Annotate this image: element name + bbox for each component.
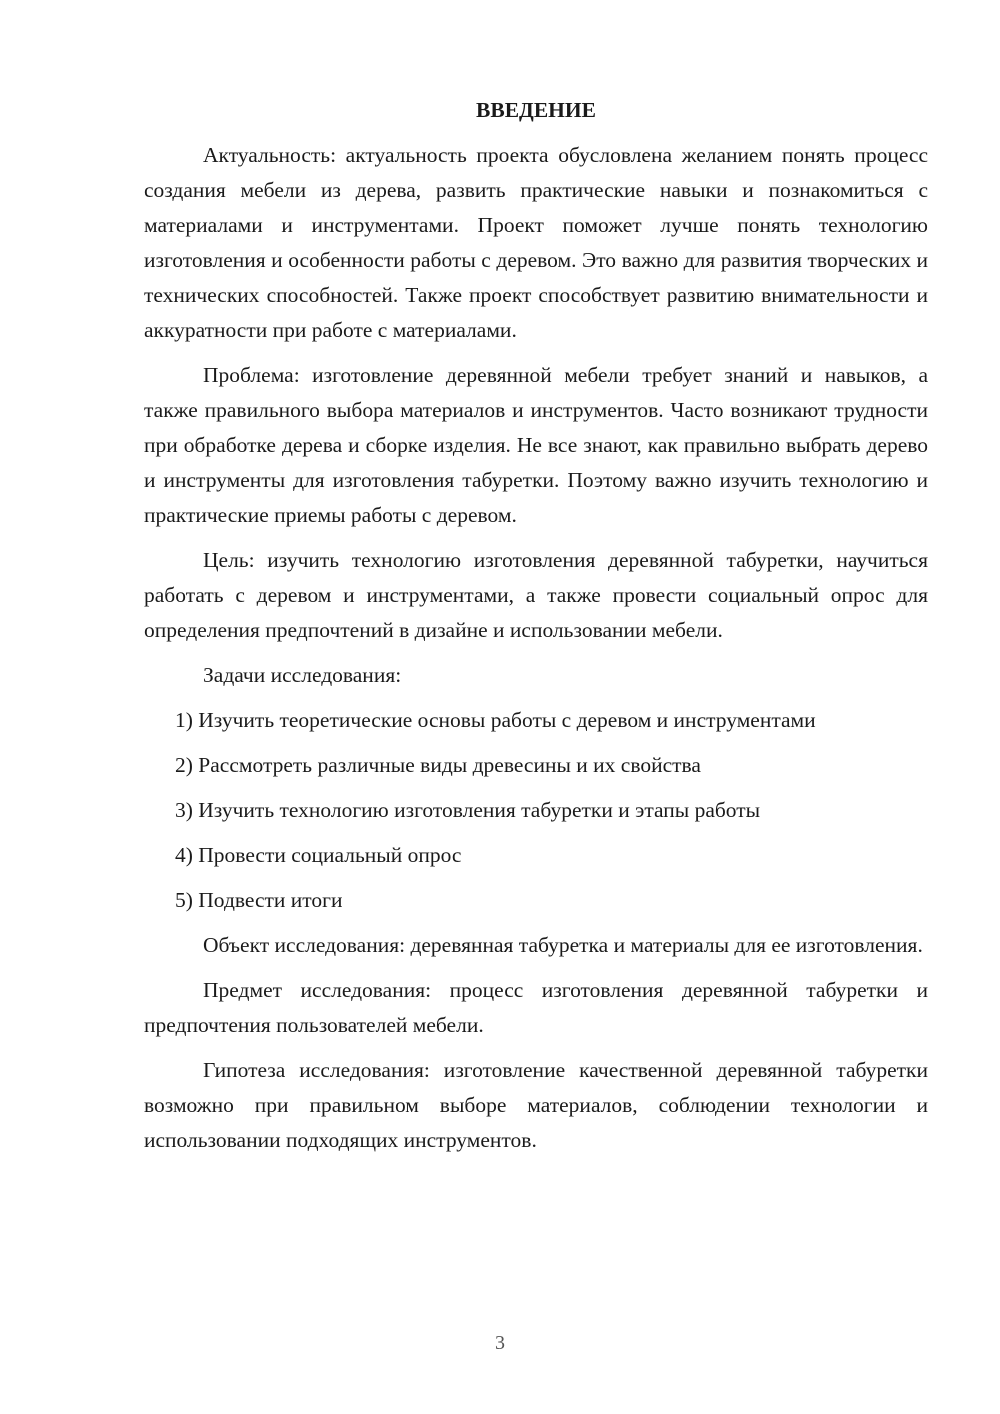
paragraph-problem: Проблема: изготовление деревянной мебели требует знаний и навыков, а также правильного выбора материалов и инструментов. Часто возникают трудности при обработке дерева и сборке изделия. Не все знают, как правильно выбрать дерево и инструменты для изготовления табуретки. Поэтому важно изучить технологию и практические приемы работы с деревом. bbox=[144, 363, 928, 527]
task-item: 5) Подвести итоги bbox=[175, 888, 343, 912]
paragraph-object: Объект исследования: деревянная табуретка и материалы для ее изготовления. bbox=[203, 933, 923, 957]
document-page bbox=[144, 93, 928, 1168]
tasks-heading: Задачи исследования: bbox=[203, 663, 402, 687]
task-item: 1) Изучить теоретические основы работы с деревом и инструментами bbox=[175, 708, 816, 732]
paragraph-hypothesis: Гипотеза исследования: изготовление качественной деревянной табуретки возможно при правильном выборе материалов, соблюдении технологии и использовании подходящих инструментов. bbox=[144, 1058, 928, 1152]
task-item: 2) Рассмотреть различные виды древесины и их свойства bbox=[175, 753, 701, 777]
section-title: ВВЕДЕНИЕ bbox=[476, 98, 596, 122]
task-item: 3) Изучить технологию изготовления табуретки и этапы работы bbox=[175, 798, 761, 822]
paragraph-relevance: Актуальность: актуальность проекта обусловлена желанием понять процесс создания мебели из дерева, развить практические навыки и познакомиться с материалами и инструментами. Проект поможет лучше понять технологию изготовления и особенности работы с деревом. Это важно для развития творческих и технических способностей. Также проект способствует развитию внимательности и аккуратности при работе с материалами. bbox=[144, 143, 928, 342]
paragraph-goal: Цель: изучить технологию изготовления деревянной табуретки, научиться работать с деревом и инструментами, а также провести социальный опрос для определения предпочтений в дизайне и использовании мебели. bbox=[144, 548, 928, 642]
paragraph-subject: Предмет исследования: процесс изготовления деревянной табуретки и предпочтения пользователей мебели. bbox=[144, 978, 928, 1037]
task-list bbox=[144, 703, 928, 918]
task-item: 4) Провести социальный опрос bbox=[175, 843, 462, 867]
page-number: 3 bbox=[495, 1332, 505, 1354]
